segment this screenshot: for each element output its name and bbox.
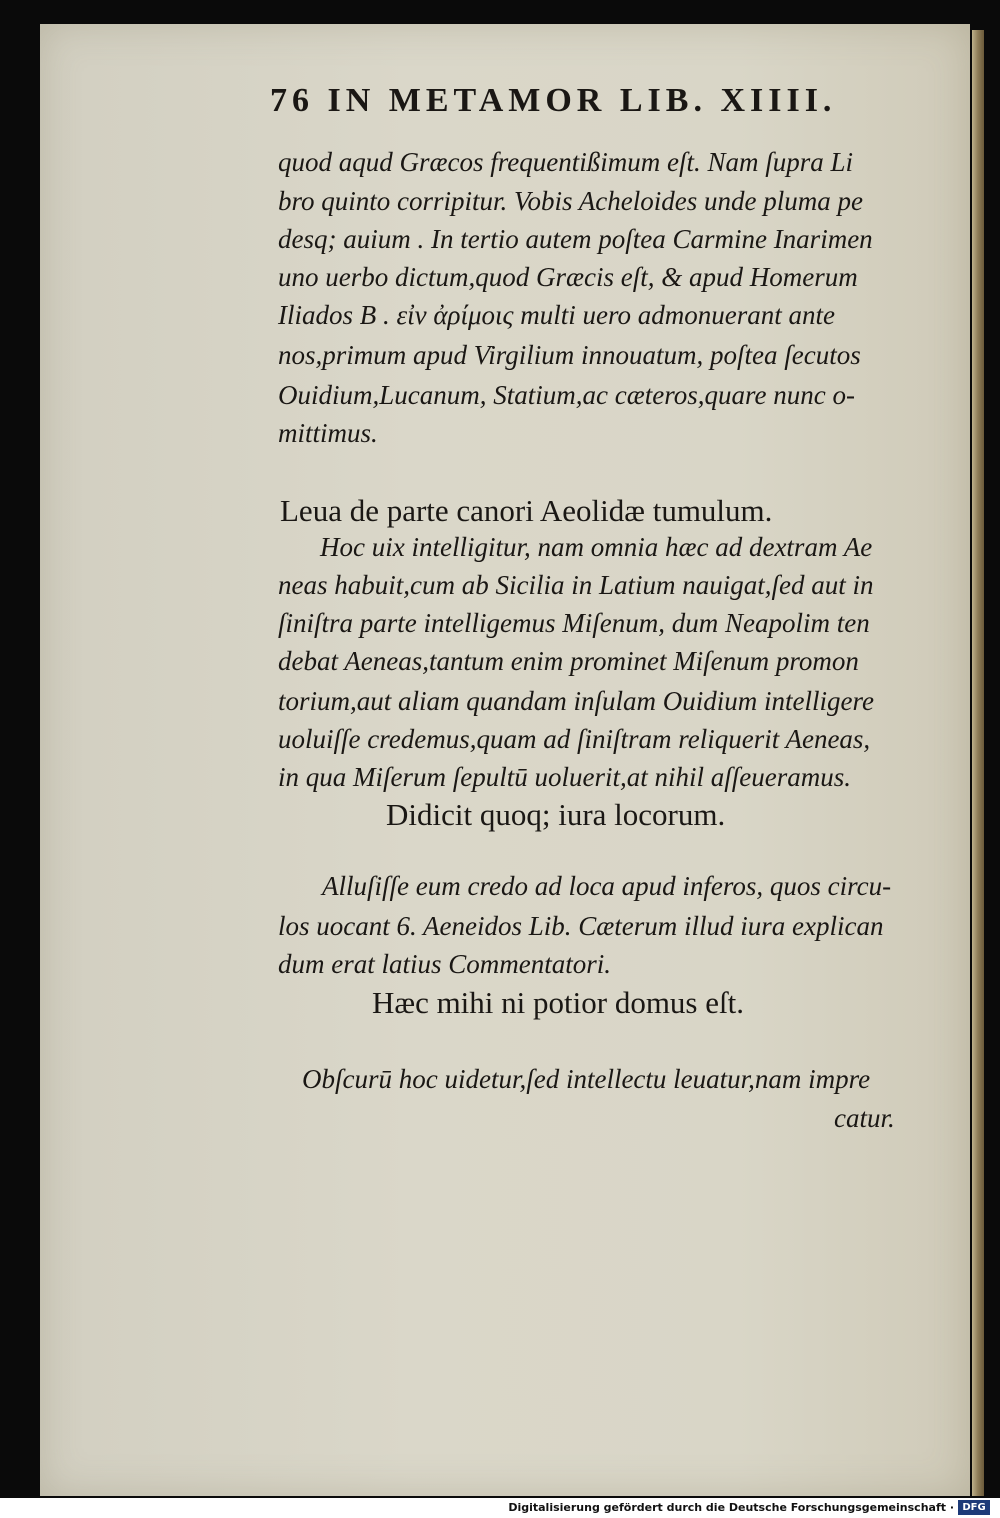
footer-bar	[0, 1498, 1000, 1518]
text-line: nos,primum apud Virgilium innouatum, poſtea ſecutos	[278, 340, 861, 370]
text-line: ſiniſtra parte intelligemus Miſenum, dum Neapolim ten	[278, 608, 870, 638]
text-line: debat Aeneas,tantum enim prominet Miſenum promon	[278, 646, 859, 676]
text-line: Obſcurū hoc uidetur,ſed intellectu leuatur,nam impre	[302, 1064, 871, 1094]
text-line: torium,aut aliam quandam inſulam Ouidium intelligere	[278, 686, 874, 716]
lemma-heading: Hæc mihi ni potior domus eſt.	[372, 985, 744, 1020]
text-line: Hoc uix intelligitur, nam omnia hæc ad dextram Ae	[320, 532, 873, 562]
text-line: uno uerbo dictum,quod Græcis eſt, & apud Homerum	[278, 262, 858, 292]
funding-credit: Digitalisierung gefördert durch die Deutsche Forschungsgemeinschaft ·	[508, 1501, 954, 1514]
text-line: Ouidium,Lucanum, Statium,ac cæteros,quare nunc o-	[278, 380, 855, 410]
lemma-heading: Leua de parte canori Aeolidæ tumulum.	[280, 493, 773, 528]
text-line: Alluſiſſe eum credo ad loca apud inferos, quos circu-	[322, 871, 892, 901]
catchword: catur.	[834, 1103, 895, 1133]
page-edge	[972, 30, 984, 1496]
text-line: quod aqud Græcos frequentißimum eſt. Nam ſupra Li	[278, 147, 854, 177]
text-line: los uocant 6. Aeneidos Lib. Cæterum illud iura explican	[278, 911, 884, 941]
text-line: neas habuit,cum ab Sicilia in Latium nauigat,ſed aut in	[278, 570, 874, 600]
text-line: bro quinto corripitur. Vobis Acheloides unde pluma pe	[278, 186, 863, 216]
text-line: dum erat latius Commentatori.	[278, 949, 612, 979]
text-line: desq; auium . In tertio autem poſtea Carmine Inarimen	[278, 224, 873, 254]
dfg-logo: DFG	[958, 1500, 990, 1515]
text-line: in qua Miſerum ſepultū uoluerit,at nihil aſſeueramus.	[278, 762, 851, 792]
text-line: Iliados B . εἰν ἀρίμοις multi uero admonuerant ante	[278, 300, 835, 330]
running-head: 76 IN METAMOR LIB. XIIII.	[270, 82, 837, 119]
text-line: uoluiſſe credemus,quam ad ſiniſtram reliquerit Aeneas,	[278, 724, 871, 754]
text-line: mittimus.	[278, 418, 378, 448]
lemma-heading: Didicit quoq; iura locorum.	[386, 797, 726, 832]
